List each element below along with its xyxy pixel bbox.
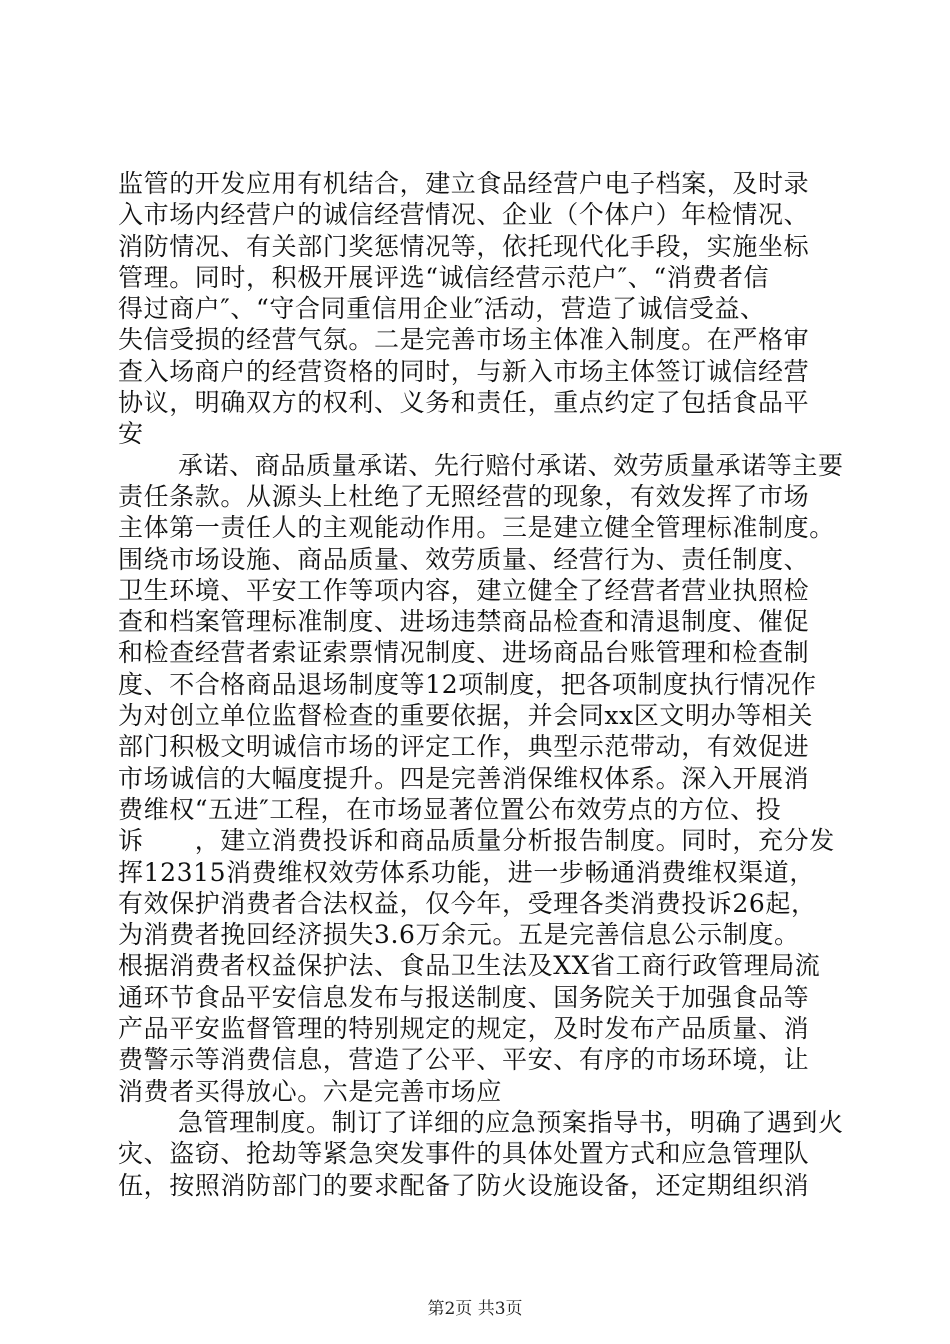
- text-line: 为消费者挽回经济损失3.6万余元。五是完善信息公示制度。: [118, 920, 800, 950]
- text-line: 协议，明确双方的权利、义务和责任，重点约定了包括食品平: [118, 388, 810, 418]
- text-line: 主体第一责任人的主观能动作用。三是建立健全管理标准制度。: [118, 513, 835, 543]
- text-line: 根据消费者权益保护法、食品卫生法及XX省工商行政管理局流: [118, 951, 821, 981]
- text-line: 灾、盗窃、抢劫等紧急突发事件的具体处置方式和应急管理队: [118, 1139, 810, 1169]
- text-line: 管理。同时，积极开展评选“诚信经营示范户″、“消费者信: [118, 262, 770, 292]
- text-line: 消防情况、有关部门奖惩情况等，依托现代化手段，实施坐标: [118, 231, 810, 261]
- paragraph-1: [118, 168, 848, 450]
- text-line: 卫生环境、平安工作等项内容，建立健全了经营者营业执照检: [118, 575, 810, 605]
- text-line: 费维权“五进″工程，在市场显著位置公布效劳点的方位、投: [118, 794, 782, 824]
- text-line: 挥12315消费维权效劳体系功能，进一步畅通消费维权渠道，: [118, 857, 815, 887]
- text-line: 查和档案管理标准制度、进场违禁商品检查和清退制度、催促: [118, 607, 810, 637]
- paragraph-2: [118, 450, 848, 1107]
- text-line: 和检查经营者索证索票情况制度、进场商品台账管理和检查制: [118, 638, 810, 668]
- text-line: 安: [118, 419, 144, 449]
- text-line: 诉 ，建立消费投诉和商品质量分析报告制度。同时，充分发: [118, 826, 835, 856]
- text-line: 市场诚信的大幅度提升。四是完善消保维权体系。深入开展消: [118, 763, 810, 793]
- text-line: 承诺、商品质量承诺、先行赔付承诺、效劳质量承诺等主要: [178, 450, 844, 480]
- page-number-footer: 第2页 共3页: [427, 1299, 523, 1319]
- paragraph-3: [118, 1107, 848, 1201]
- text-line: 入市场内经营户的诚信经营情况、企业（个体户）年检情况、: [118, 200, 810, 230]
- text-line: 围绕市场设施、商品质量、效劳质量、经营行为、责任制度、: [118, 544, 810, 574]
- text-line: 伍，按照消防部门的要求配备了防火设施设备，还定期组织消: [118, 1170, 810, 1200]
- text-line: 有效保护消费者合法权益，仅今年，受理各类消费投诉26起，: [118, 888, 817, 918]
- text-line: 部门积极文明诚信市场的评定工作，典型示范带动，有效促进: [118, 732, 810, 762]
- text-line: 消费者买得放心。六是完善市场应: [118, 1076, 503, 1106]
- text-line: 产品平安监督管理的特别规定的规定，及时发布产品质量、消: [118, 1014, 810, 1044]
- text-line: 急管理制度。制订了详细的应急预案指导书，明确了遇到火: [178, 1107, 844, 1137]
- text-line: 查入场商户的经营资格的同时，与新入市场主体签订诚信经营: [118, 356, 810, 386]
- body-text: [118, 168, 848, 1201]
- text-line: 失信受损的经营气氛。二是完善市场主体准入制度。在严格审: [118, 325, 810, 355]
- text-line: 度、不合格商品退场制度等12项制度，把各项制度执行情况作: [118, 669, 817, 699]
- text-line: 为对创立单位监督检查的重要依据，并会同xx区文明办等相关: [118, 701, 814, 731]
- text-line: 监管的开发应用有机结合，建立食品经营户电子档案，及时录: [118, 169, 810, 198]
- text-line: 责任条款。从源头上杜绝了无照经营的现象，有效发挥了市场: [118, 481, 810, 511]
- text-line: 费警示等消费信息，营造了公平、平安、有序的市场环境，让: [118, 1045, 810, 1075]
- text-line: 得过商户″、“守合同重信用企业″活动，营造了诚信受益、: [118, 294, 766, 324]
- text-line: 通环节食品平安信息发布与报送制度、国务院关于加强食品等: [118, 982, 810, 1012]
